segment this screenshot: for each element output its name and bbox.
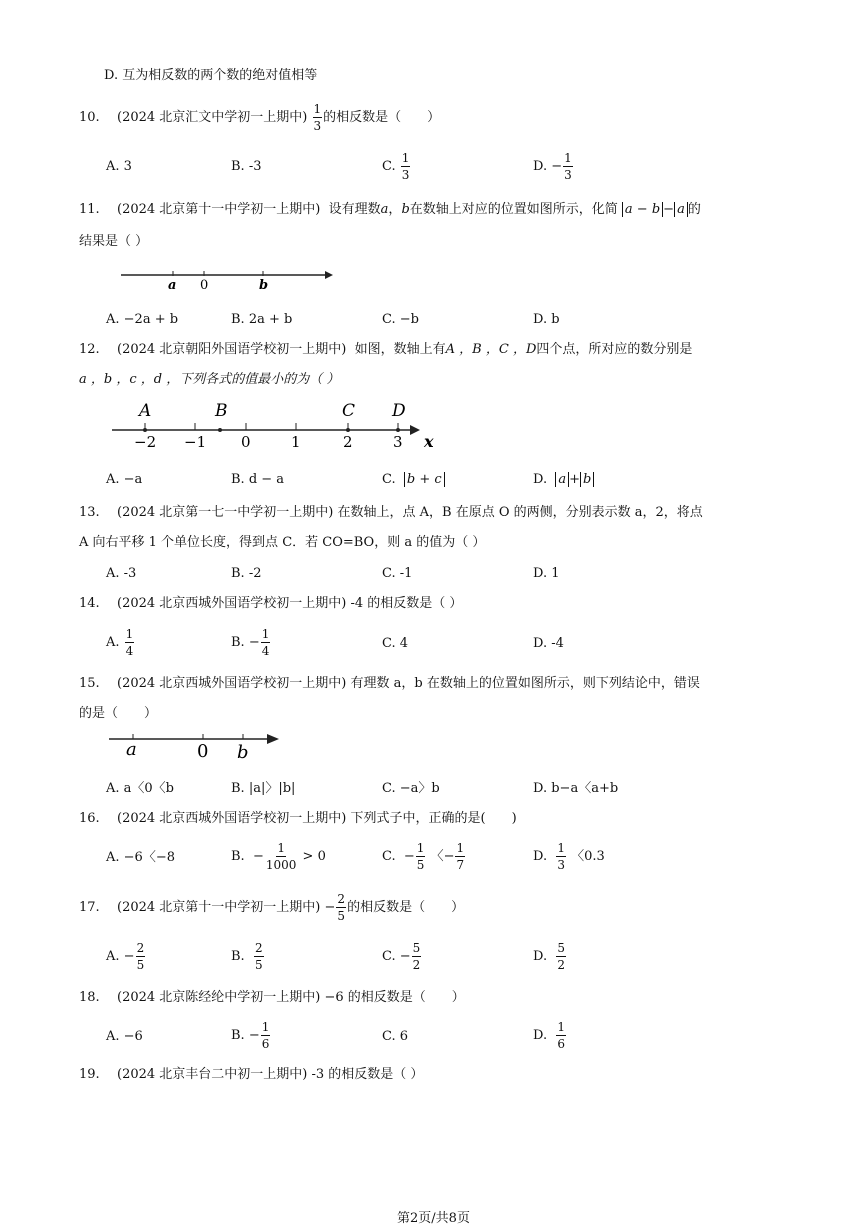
- q12-number-line: [108, 398, 448, 452]
- page-footer: 第2页/共8页: [397, 1211, 470, 1226]
- q10-option-a: A. 3: [106, 159, 132, 174]
- q10-option-c: C. $\frac{1}{3}$: [382, 151, 410, 182]
- q10-option-b: B. -3: [231, 159, 262, 174]
- q12-number: 12.: [79, 342, 100, 357]
- q10-stem: [79, 103, 440, 132]
- q17-option-a: A. − $\frac{2}{5}$: [106, 941, 145, 972]
- q14-option-d: D. -4: [533, 636, 564, 651]
- q13-option-d: D. 1: [533, 566, 560, 581]
- q16-stem: 16. (2024 北京西城外国语学校初一上期中) 下列式子中，正确的是( ): [79, 811, 517, 826]
- q12-tick-label-3: 3: [393, 433, 403, 451]
- q13-stem-line2: A 向右平移 1 个单位长度，得到点 C．若 CO=BO，则 a 的值为（ ）: [79, 535, 486, 550]
- q12-tick-label-minus1: −1: [184, 433, 207, 451]
- q12-tick-label-2: 2: [343, 433, 353, 451]
- q15-option-c: C. −a〉b: [382, 781, 440, 796]
- q10-number: 10.: [79, 110, 100, 125]
- q11-number-line: [115, 265, 340, 293]
- q11-stem-line2: 结果是（ ）: [79, 234, 149, 249]
- q13-option-c: C. -1: [382, 566, 413, 581]
- q11-option-d: D. b: [533, 312, 560, 327]
- q19-stem: 19. (2024 北京丰台二中初一上期中) -3 的相反数是（ ）: [79, 1067, 424, 1082]
- q11-label-b: b: [259, 278, 269, 293]
- q15-label-a: a: [126, 739, 137, 760]
- q11-option-c: C. −b: [382, 312, 419, 327]
- q12-label-b: B: [215, 401, 228, 421]
- q12-label-a: A: [139, 401, 152, 421]
- q11-source: (2024 北京第十一中学初一上期中): [117, 202, 321, 217]
- q12-point-d: [396, 428, 400, 432]
- q15-stem: 15. (2024 北京西城外国语学校初一上期中) 有理数 a，b 在数轴上的位置如图所示，则下列结论中，错误: [79, 676, 700, 691]
- q11-option-b: B. 2a + b: [231, 312, 293, 327]
- q14-option-c: C. 4: [382, 636, 409, 651]
- q12-label-d: D: [392, 401, 406, 421]
- q12-option-a: A. −a: [106, 472, 143, 487]
- q12-axis-var: x: [424, 432, 434, 451]
- q12-source: (2024 北京朝阳外国语学校初一上期中): [117, 342, 347, 357]
- q13-option-a: A. -3: [106, 566, 137, 581]
- q10-fraction: $\frac{1}{3}$: [313, 102, 322, 133]
- q16-option-c: C. − $\frac{1}{5}$ 〈− $\frac{1}{7}$: [382, 841, 465, 872]
- q13-stem: 13. (2024 北京第一七一中学初一上期中) 在数轴上，点 A，B 在原点 O 的两侧，分别表示数 a，2，将点: [79, 505, 703, 520]
- q10-source: (2024 北京汇文中学初一上期中): [117, 110, 308, 125]
- q15-label-0: 0: [197, 741, 209, 762]
- q18-stem: 18. (2024 北京陈经纶中学初一上期中) −6 的相反数是（ ）: [79, 990, 465, 1005]
- q18-option-a: A. −6: [106, 1029, 143, 1044]
- q17-stem: 17. (2024 北京第十一中学初一上期中) − $\frac{2}{5}$ 的相反数是（ ）: [79, 892, 465, 923]
- q15-number-line: [105, 730, 285, 764]
- q12-tick-label-1: 1: [291, 433, 301, 451]
- q18-option-d: D. $\frac{1}{6}$: [533, 1020, 565, 1051]
- q15-label-b: b: [237, 742, 249, 763]
- q12-option-c: C. b + c: [382, 471, 445, 489]
- q14-stem: 14. (2024 北京西城外国语学校初一上期中) -4 的相反数是（ ）: [79, 596, 463, 611]
- q12-tick-label-minus2: −2: [134, 433, 157, 451]
- q11-number: 11.: [79, 202, 100, 217]
- q17-option-b: B. $\frac{2}{5}$: [231, 941, 263, 972]
- q12-stem-line2: a ，b ，c ，d ，下列各式的值最小的为（ ）: [79, 372, 340, 387]
- q12-stem: 12. (2024 北京朝阳外国语学校初一上期中) 如图，数轴上有A ，B ，C ，D四个点，所对应的数分别是: [79, 342, 693, 357]
- q10-tail: 的相反数是（ ）: [323, 110, 441, 125]
- q16-option-b: B. − $\frac{1}{1000}$ > 0: [231, 841, 326, 872]
- q15-stem-line2: 的是（ ）: [79, 706, 158, 721]
- q10-option-d: D. − $\frac{1}{3}$: [533, 151, 572, 182]
- q11-axis-arrow: [325, 271, 333, 279]
- q12-point-c: [346, 428, 350, 432]
- q12-label-c: C: [342, 401, 356, 421]
- q11-label-0: 0: [200, 278, 209, 293]
- q15-option-d: D. b−a〈a+b: [533, 781, 619, 796]
- q14-option-a: A. $\frac{1}{4}$: [106, 627, 134, 658]
- q12-point-b: [218, 428, 222, 432]
- q15-axis-arrow: [267, 734, 279, 744]
- q17-option-d: D. $\frac{5}{2}$: [533, 941, 565, 972]
- q11-stem: 11. (2024 北京第十一中学初一上期中) 设有理数a，b在数轴上对应的位置如图所示，化简 a − b − a 的: [79, 202, 701, 217]
- q12-point-a: [143, 428, 147, 432]
- q11-label-a: a: [168, 278, 177, 293]
- q12-axis-arrow: [410, 425, 420, 435]
- q18-option-c: C. 6: [382, 1029, 409, 1044]
- q18-option-b: B. − $\frac{1}{6}$: [231, 1020, 270, 1051]
- q11-option-a: A. −2a + b: [106, 312, 179, 327]
- q12-option-b: B. d − a: [231, 472, 285, 487]
- q15-option-b: B. |a|〉|b|: [231, 781, 296, 796]
- q16-option-d: D. $\frac{1}{3}$ 〈0.3: [533, 841, 605, 872]
- q17-option-c: C. − $\frac{5}{2}$: [382, 941, 421, 972]
- q16-option-a: A. −6〈−8: [106, 850, 175, 865]
- q14-option-b: B. − $\frac{1}{4}$: [231, 627, 270, 658]
- q15-option-a: A. a〈0〈b: [106, 781, 174, 796]
- q13-option-b: B. -2: [231, 566, 262, 581]
- q12-tick-label-0: 0: [241, 433, 251, 451]
- q9-option-d: D. 互为相反数的两个数的绝对值相等: [104, 68, 318, 83]
- q12-option-d: D. a + b: [533, 471, 594, 489]
